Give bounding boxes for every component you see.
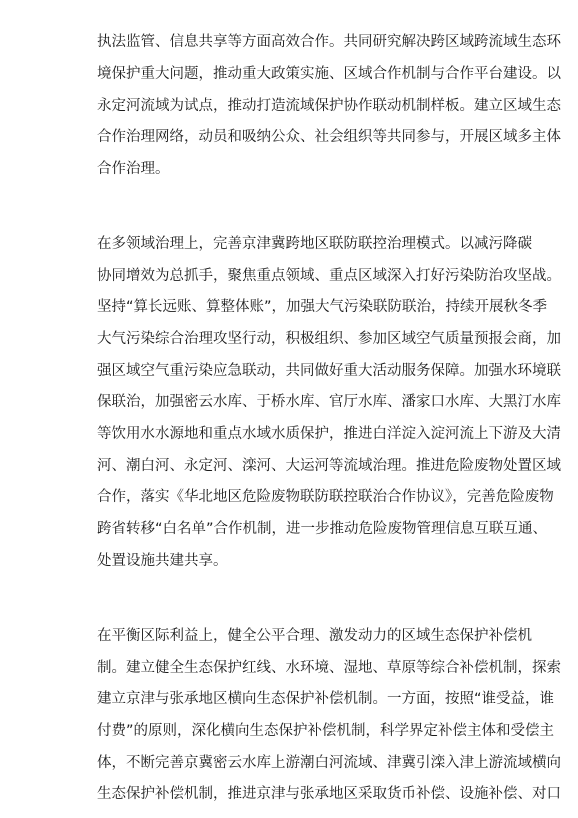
paragraph-2-line-9: 合作，落实《华北地区危险废物联防联控联治合作协议》，完善危险废物	[97, 489, 554, 505]
paragraph-1-line-1: 执法监管、信息共享等方面高效合作。共同研究解决跨区域跨流域生态环	[97, 34, 561, 50]
paragraph-2-line-11: 处置设施共建共享。	[97, 553, 228, 569]
paragraph-3-line-6: 生态保护补偿机制，推进京津与张承地区采取货币补偿、设施补偿、对口	[97, 786, 561, 802]
paragraph-2-line-1: 在多领域治理上，完善京津冀跨地区联防联控治理模式。以减污降碳	[97, 236, 532, 252]
paragraph-1-line-2: 境保护重大问题，推动重大政策实施、区域合作机制与合作平台建设。以	[97, 66, 561, 82]
paragraph-1-line-3: 永定河流域为试点，推动打造流域保护协作联动机制样板。建立区域生态	[97, 98, 561, 114]
paragraph-2-line-3: 坚持“算长远账、算整体账”，加强大气污染联防联治，持续开展秋冬季	[97, 299, 548, 315]
paragraph-2-line-4: 大气污染综合治理攻坚行动，积极组织、参加区域空气质量预报会商，加	[97, 331, 561, 347]
paragraph-2-line-7: 等饮用水水源地和重点水域水质保护，推进白洋淀入淀河流上下游及大清	[97, 426, 561, 442]
paragraph-3-line-5: 体，不断完善京冀密云水库上游潮白河流域、津冀引滦入津上游流域横向	[97, 755, 561, 771]
paragraph-3-line-3: 建立京津与张承地区横向生态保护补偿机制。一方面，按照“谁受益，谁	[97, 691, 555, 707]
paragraph-1-line-4: 合作治理网络，动员和吸纳公众、社会组织等共同参与，开展区域多主体	[97, 129, 561, 145]
paragraph-3-line-2: 制。建立健全生态保护红线、水环境、湿地、草原等综合补偿机制，探索	[97, 660, 561, 676]
paragraph-2-line-5: 强区域空气重污染应急联动，共同做好重大活动服务保障。加强水环境联	[97, 363, 561, 379]
paragraph-2-line-6: 保联治，加强密云水库、于桥水库、官厅水库、潘家口水库、大黑汀水库	[97, 394, 561, 410]
paragraph-3-line-4: 付费”的原则，深化横向生态保护补偿机制，科学界定补偿主体和受偿主	[97, 723, 555, 739]
paragraph-3-line-1: 在平衡区际利益上，健全公平合理、激发动力的区域生态保护补偿机	[97, 628, 532, 644]
paragraph-2-line-10: 跨省转移“白名单”合作机制，进一步推动危险废物管理信息互联互通、	[97, 521, 548, 537]
paragraph-2-line-2: 协同增效为总抓手，聚焦重点领域、重点区域深入打好污染防治攻坚战。	[97, 268, 561, 284]
paragraph-1-line-5: 合作治理。	[97, 161, 170, 177]
paragraph-2-line-8: 河、潮白河、永定河、滦河、大运河等流域治理。推进危险废物处置区域	[97, 458, 561, 474]
